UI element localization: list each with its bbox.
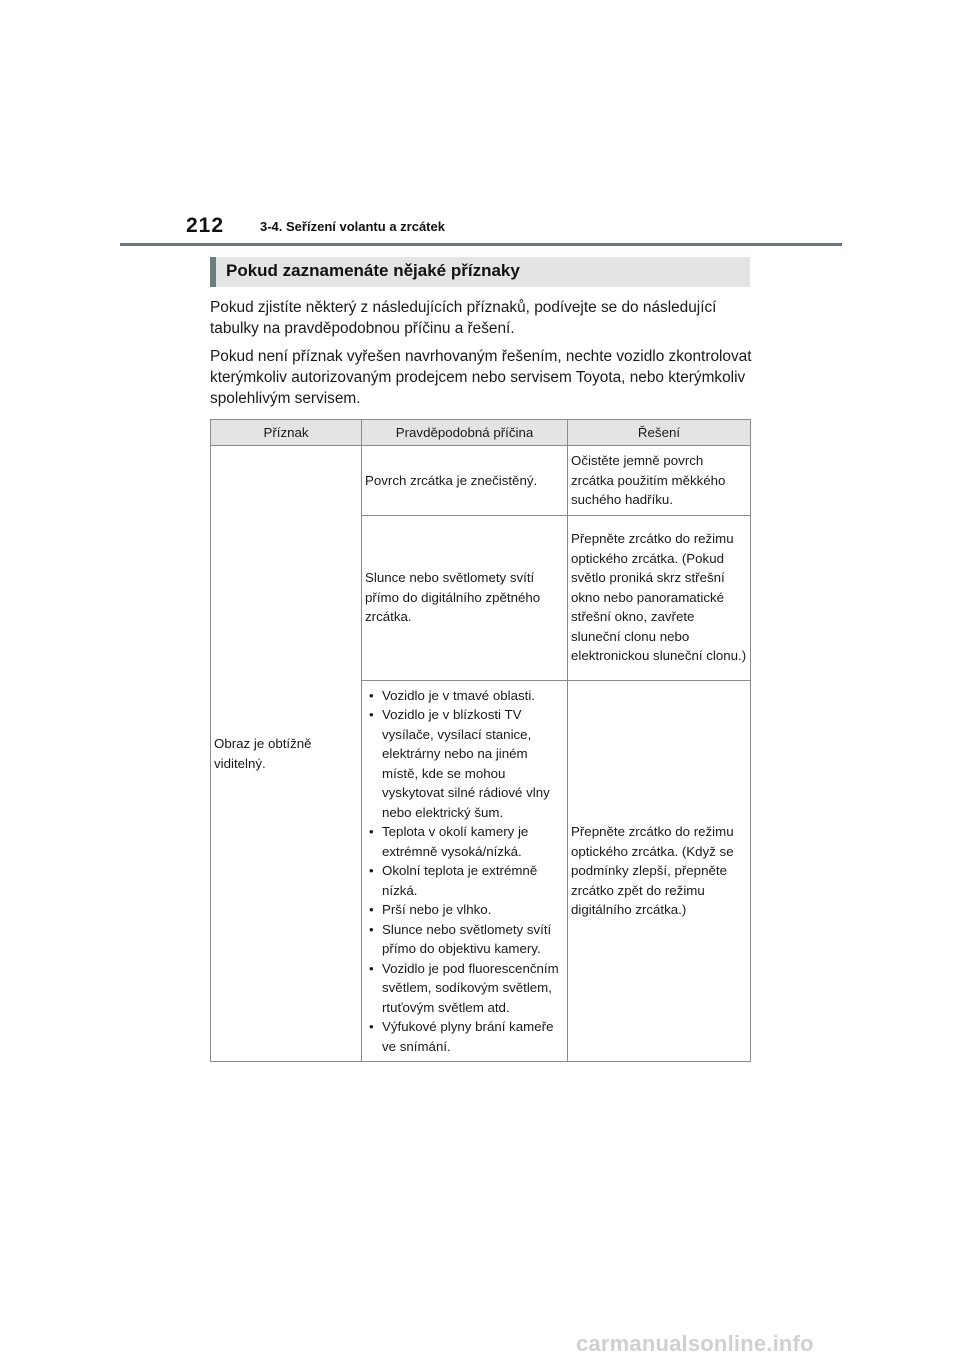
heading-box <box>210 257 750 287</box>
watermark: carmanualsonline.info <box>576 1331 814 1356</box>
symptom-table <box>210 419 751 1062</box>
header-divider <box>120 243 842 246</box>
section-title: 3-4. Seřízení volantu a zrcátek <box>260 219 445 234</box>
cause-cell <box>362 680 568 1062</box>
page-number: 212 <box>186 214 225 237</box>
header-cause: Pravděpodobná příčina <box>362 420 568 446</box>
list-item: • Slunce nebo světlomety svítí přímo do objektivu kamery. <box>365 920 564 959</box>
table-row <box>211 446 751 516</box>
symptom-cell: Obraz je obtížně viditelný. <box>211 446 362 1062</box>
list-item: • Okolní teplota je extrémně nízká. <box>365 861 564 900</box>
service-paragraph: Pokud není příznak vyřešen navrhovaným řešením, nechte vozidlo zkontrolovat kterýmkoliv autorizovaným prodejcem nebo servisem Toyota, nebo kterýmkoliv spolehlivým servisem. <box>210 348 752 407</box>
header-symptom: Příznak <box>211 420 362 446</box>
list-item: • Vozidlo je pod fluorescenčním světlem, sodíkovým světlem, rtuťovým světlem atd. <box>365 959 564 1018</box>
list-item: • Vozidlo je v blízkosti TV vysílače, vysílací stanice, elektrárny nebo na jiném místě, kde se mohou vyskytovat silné rádiové vlny nebo elektrický šum. <box>365 705 564 822</box>
heading-title: Pokud zaznamenáte nějaké příznaky <box>226 261 520 280</box>
list-item: • Prší nebo je vlhko. <box>365 900 564 920</box>
cause-list <box>365 686 564 1057</box>
table-header-row <box>211 420 751 446</box>
solution-cell: Očistěte jemně povrch zrcátka použitím měkkého suchého hadříku. <box>568 446 751 516</box>
solution-cell: Přepněte zrcátko do režimu optického zrcátka. (Když se podmínky zlepší, přepněte zrcátko zpět do režimu digitálního zrcátka.) <box>568 680 751 1062</box>
intro-paragraph: Pokud zjistíte některý z následujících příznaků, podívejte se do následující tabulky na pravděpodobnou příčinu a řešení. <box>210 299 717 337</box>
header-solution: Řešení <box>568 420 751 446</box>
list-item: • Výfukové plyny brání kameře ve snímání. <box>365 1017 564 1056</box>
cause-cell: Slunce nebo světlomety svítí přímo do digitálního zpětného zrcátka. <box>362 515 568 680</box>
cause-cell: Povrch zrcátka je znečistěný. <box>362 446 568 516</box>
list-item: • Vozidlo je v tmavé oblasti. <box>365 686 564 706</box>
solution-cell: Přepněte zrcátko do režimu optického zrcátka. (Pokud světlo proniká skrz střešní okno nebo panoramatické střešní okno, zavřete sluneční clonu nebo elektronickou sluneční clonu.) <box>568 515 751 680</box>
list-item: • Teplota v okolí kamery je extrémně vysoká/nízká. <box>365 822 564 861</box>
